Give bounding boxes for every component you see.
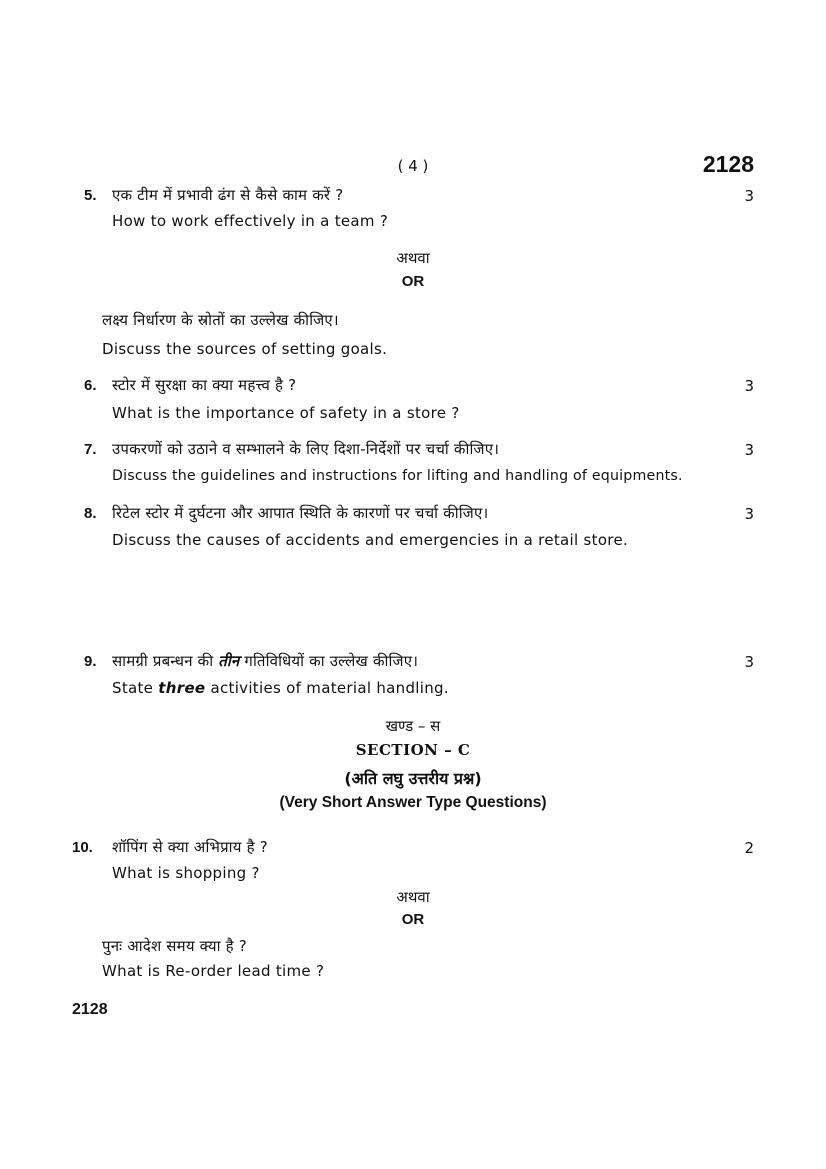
question-number: 7.	[84, 441, 97, 458]
question-hindi-pre: सामग्री प्रबन्धन की	[112, 652, 214, 670]
page-number: ( 4 )	[397, 157, 429, 175]
question-number: 6.	[84, 377, 97, 394]
question-english: Discuss the guidelines and instructions for lifting and handling of equipments.	[112, 468, 683, 484]
paper-code-header: 2128	[702, 151, 754, 177]
alternative-question-english: Discuss the sources of setting goals.	[102, 340, 388, 358]
question-english: How to work effectively in a team ?	[112, 212, 389, 230]
question-english: What is shopping ?	[112, 864, 260, 882]
section-heading: SECTION – C	[355, 741, 471, 759]
question-marks: 3	[744, 653, 754, 671]
question-marks: 3	[744, 441, 754, 459]
question-marks: 3	[744, 187, 754, 205]
or-label: OR	[401, 273, 425, 290]
question-number: 8.	[84, 505, 97, 522]
alternative-question-hindi: पुनः आदेश समय क्या है ?	[102, 937, 247, 955]
question-number: 9.	[84, 653, 97, 670]
question-english: Discuss the causes of accidents and emergencies in a retail store.	[112, 531, 629, 549]
question-marks: 2	[744, 839, 754, 857]
alternative-question-hindi: लक्ष्य निर्धारण के स्रोतों का उल्लेख कीजिए।	[102, 311, 339, 329]
question-hindi-emphasis: तीन	[218, 652, 240, 670]
or-hindi: अथवा	[396, 888, 430, 906]
section-type-hindi: (अति लघु उत्तरीय प्रश्न)	[344, 769, 482, 788]
question-hindi	[112, 651, 418, 671]
question-english-post: activities of material handling.	[210, 679, 449, 697]
question-english	[112, 679, 449, 697]
question-hindi-post: गतिविधियों का उल्लेख कीजिए।	[244, 652, 419, 670]
question-marks: 3	[744, 505, 754, 523]
paper-code-footer: 2128	[72, 1001, 108, 1018]
question-english: What is the importance of safety in a store ?	[112, 404, 460, 422]
or-label: OR	[401, 911, 425, 928]
section-heading-hindi: खण्ड – स	[385, 717, 441, 735]
question-hindi: एक टीम में प्रभावी ढंग से कैसे काम करें ?	[112, 186, 344, 204]
alternative-question-english: What is Re-order lead time ?	[102, 962, 325, 980]
question-number: 10.	[72, 839, 93, 856]
question-english-emphasis: three	[158, 679, 206, 697]
section-type-english: (Very Short Answer Type Questions)	[279, 794, 547, 811]
question-hindi: स्टोर में सुरक्षा का क्या महत्त्व है ?	[112, 376, 297, 394]
question-hindi: उपकरणों को उठाने व सम्भालने के लिए दिशा-निर्देशों पर चर्चा कीजिए।	[112, 440, 500, 458]
question-hindi: शॉपिंग से क्या अभिप्राय है ?	[112, 838, 268, 856]
or-hindi: अथवा	[396, 249, 430, 267]
question-marks: 3	[744, 377, 754, 395]
question-english-pre: State	[112, 679, 154, 697]
question-hindi: रिटेल स्टोर में दुर्घटना और आपात स्थिति के कारणों पर चर्चा कीजिए।	[112, 504, 489, 522]
question-number: 5.	[84, 187, 97, 204]
